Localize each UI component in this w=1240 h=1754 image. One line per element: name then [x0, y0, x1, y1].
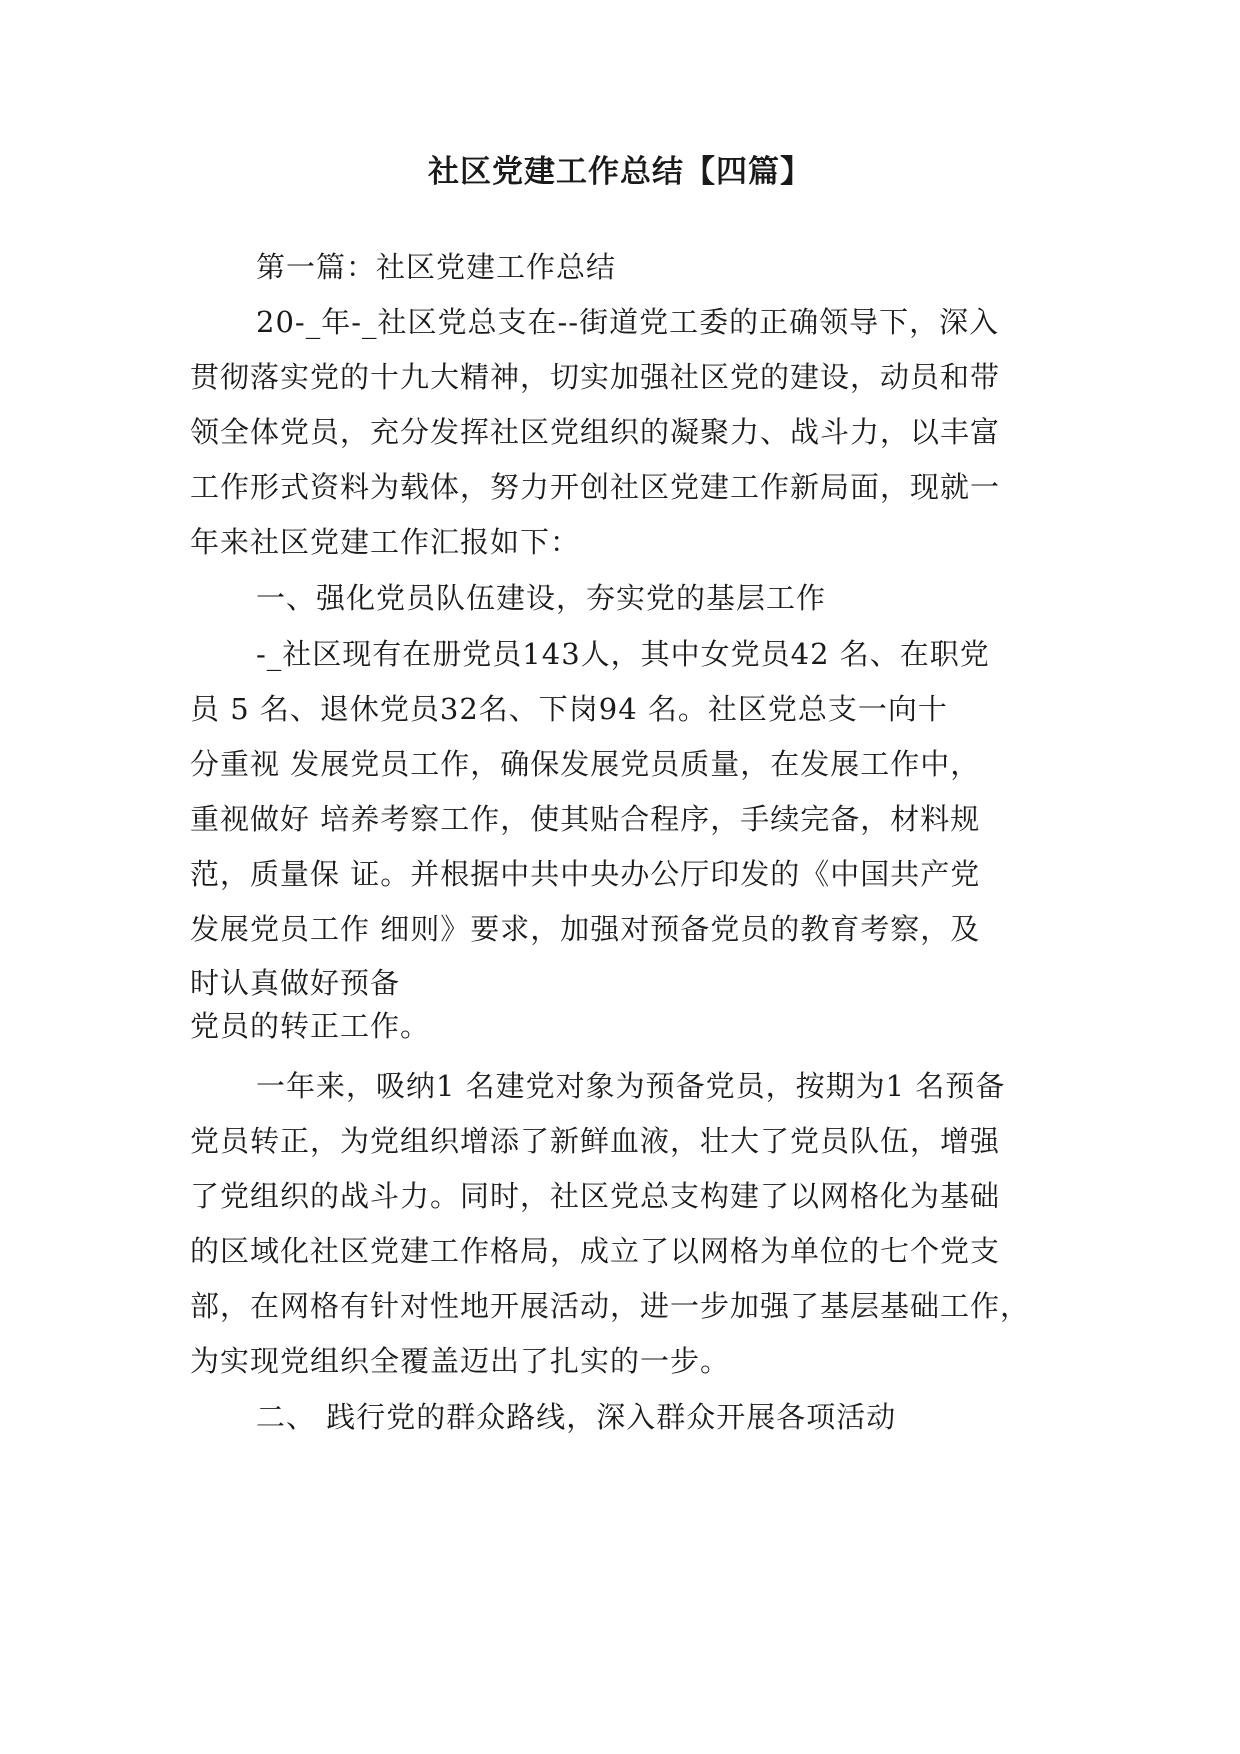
paragraph-line: 党员的转正工作。: [190, 1009, 431, 1043]
paragraph-line: 员 5 名、退休党员32名、下岗94 名。社区党总支一向十: [190, 692, 948, 726]
paragraph-line: 时认真做好预备: [190, 966, 401, 1000]
paragraph-line: 的区域化社区党建工作格局，成立了以网格为单位的七个党支: [190, 1234, 1001, 1268]
subsection-heading: 一、强化党员队伍建设，夯实党的基层工作: [256, 581, 827, 615]
paragraph-line: 为实现党组织全覆盖迈出了扎实的一步。: [190, 1344, 731, 1378]
paragraph-line: 领全体党员，充分发挥社区党组织的凝聚力、战斗力，以丰富: [190, 415, 1001, 449]
paragraph-line: 范，质量保 证。并根据中共中央办公厅印发的《中国共产党: [190, 857, 981, 891]
document-title: 社区党建工作总结【四篇】: [428, 154, 812, 190]
paragraph-line: 一年来，吸纳1 名建党对象为预备党员，按期为1 名预备: [256, 1069, 1006, 1103]
paragraph-line: 重视做好 培养考察工作，使其贴合程序，手续完备，材料规: [190, 802, 981, 836]
paragraph-line: -_社区现有在册党员143人，其中女党员42 名、在职党: [256, 637, 990, 671]
section-heading: 第一篇：社区党建工作总结: [256, 250, 617, 284]
paragraph-line: 年来社区党建工作汇报如下：: [190, 525, 581, 559]
subsection-heading: 二、 践行党的群众路线，深入群众开展各项活动: [256, 1400, 897, 1434]
paragraph-line: 了党组织的战斗力。同时，社区党总支构建了以网格化为基础: [190, 1179, 1001, 1213]
paragraph-line: 工作形式资料为载体，努力开创社区党建工作新局面，现就一: [190, 470, 1001, 504]
paragraph-line: 20-_年-_社区党总支在--街道党工委的正确领导下，深入: [256, 305, 1000, 339]
paragraph-line: 发展党员工作 细则》要求，加强对预备党员的教育考察，及: [190, 912, 981, 946]
paragraph-line: 党员转正，为党组织增添了新鲜血液，壮大了党员队伍，增强: [190, 1124, 1001, 1158]
paragraph-line: 部，在网格有针对性地开展活动，进一步加强了基层基础工作，: [190, 1289, 1031, 1323]
paragraph-line: 分重视 发展党员工作，确保发展党员质量，在发展工作中，: [190, 747, 981, 781]
paragraph-line: 贯彻落实党的十九大精神，切实加强社区党的建设，动员和带: [190, 360, 1001, 394]
